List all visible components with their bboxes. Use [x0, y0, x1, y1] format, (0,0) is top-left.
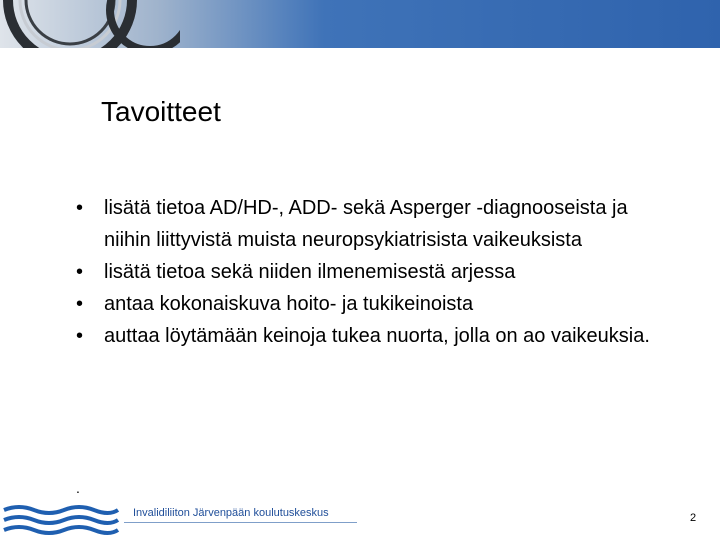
- footer-organization: Invalidiliiton Järvenpään koulutuskeskus: [133, 507, 329, 519]
- footer-divider: [124, 522, 357, 523]
- page-number: 2: [690, 512, 697, 524]
- bullet-icon: •: [76, 197, 84, 219]
- blue-wave-logo-icon: [0, 504, 120, 540]
- stray-dot: .: [76, 480, 80, 496]
- bullet-item: [76, 288, 676, 320]
- bullet-icon: •: [76, 325, 84, 347]
- bullet-text: lisätä tietoa AD/HD-, ADD- sekä Asperger -diagnooseista ja niihin liittyvistä muista neuropsykiatrisista vaikeuksista: [104, 197, 628, 251]
- wheelchair-wheel-photo: [0, 0, 180, 48]
- bullet-text: auttaa löytämään keinoja tukea nuorta, jolla on ao vaikeuksia.: [104, 325, 650, 347]
- header-banner: [0, 0, 720, 48]
- bullet-text: antaa kokonaiskuva hoito- ja tukikeinoista: [104, 293, 474, 315]
- bullet-item: [76, 192, 676, 256]
- bullet-list: [76, 192, 676, 352]
- bullet-icon: •: [76, 261, 84, 283]
- slide-title: Tavoitteet: [101, 96, 221, 127]
- bullet-item: [76, 256, 676, 288]
- bullet-icon: •: [76, 293, 84, 315]
- bullet-text: lisätä tietoa sekä niiden ilmenemisestä arjessa: [104, 261, 516, 283]
- bullet-item: [76, 320, 676, 352]
